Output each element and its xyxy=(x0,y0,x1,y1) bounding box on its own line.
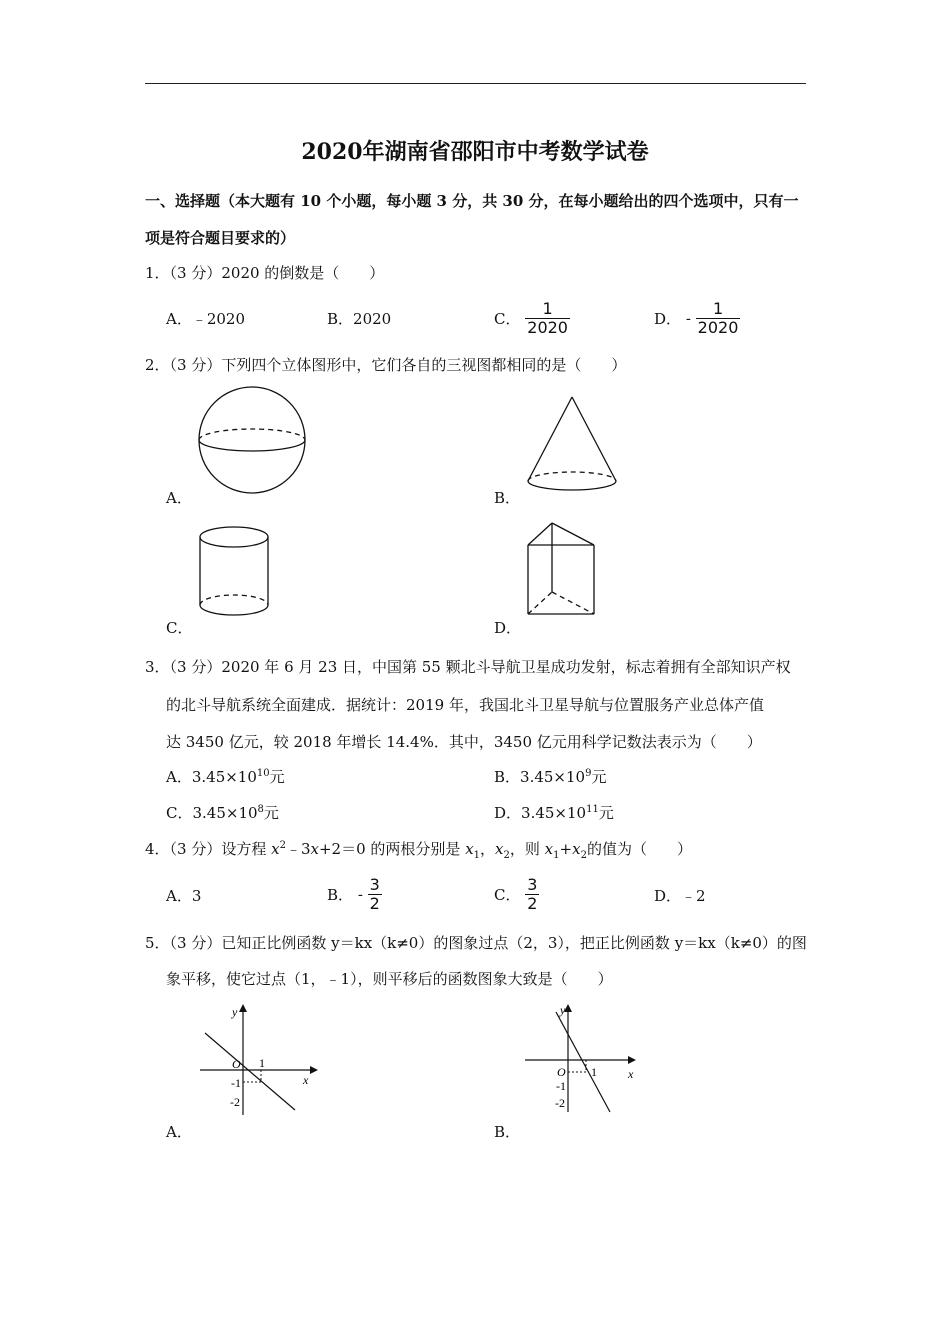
var: x xyxy=(572,840,581,858)
subscript: 2 xyxy=(580,850,587,861)
origin-label: O xyxy=(232,1057,241,1071)
denominator: 2020 xyxy=(697,318,739,337)
q1-option-a: A．﹣2020 xyxy=(166,310,246,328)
section-heading: 一、选择题（本大题有 10 个小题，每小题 3 分，共 30 分，在每小题给出的四个选项中，只有一 xyxy=(145,192,799,210)
q1-c-fraction xyxy=(525,300,570,337)
numerator: 1 xyxy=(542,299,553,318)
prism-figure xyxy=(526,520,601,620)
stem-text: ， xyxy=(480,840,496,858)
y-axis-label: y xyxy=(232,1005,238,1019)
stem-text: +2＝0 的两根分别是 xyxy=(318,840,466,858)
q5-option-a: A． xyxy=(166,1123,192,1141)
q2-option-c: C． xyxy=(166,619,193,637)
q2-option-a: A． xyxy=(166,489,192,507)
q1-option-b: B．2020 xyxy=(327,310,392,328)
q4-stem xyxy=(145,838,692,861)
x-axis-label: x xyxy=(303,1073,309,1087)
exponent: 11 xyxy=(586,804,599,815)
q3-line1: 3．（3 分）2020 年 6 月 23 日，中国第 55 颗北斗导航卫星成功发射，标志着拥有全部知识产权 xyxy=(145,658,791,676)
unit: 元 xyxy=(598,804,614,822)
var: x xyxy=(310,840,319,858)
stem-text: 4．（3 分）设方程 xyxy=(145,840,272,858)
sphere-figure xyxy=(195,385,310,495)
option-text: A．3.45×10 xyxy=(166,768,257,786)
numerator: 3 xyxy=(527,875,538,894)
var: x xyxy=(495,840,504,858)
graph-a xyxy=(195,1000,325,1120)
tick-neg1: -1 xyxy=(231,1076,241,1090)
section-heading-cont: 项是符合题目要求的） xyxy=(145,229,296,247)
stem-text: + xyxy=(559,840,573,858)
numerator: 3 xyxy=(369,875,380,894)
q3-line3: 达 3450 亿元，较 2018 年增长 14.4%．其中，3450 亿元用科学记数法表示为（ ） xyxy=(166,733,762,751)
q3-option-a xyxy=(166,766,285,787)
tick-neg1: -1 xyxy=(556,1079,566,1093)
q2-option-d: D． xyxy=(494,619,522,637)
q4-option-b xyxy=(327,876,382,913)
q1-c-label: C． xyxy=(494,310,521,328)
denominator: 2 xyxy=(527,894,538,913)
unit: 元 xyxy=(269,768,285,786)
page-title: 2020年湖南省邵阳市中考数学试卷 xyxy=(301,139,649,165)
q4-b-label: B． xyxy=(327,886,354,904)
tick-1: 1 xyxy=(259,1056,265,1070)
tick-1: 1 xyxy=(591,1065,597,1079)
q1-option-c xyxy=(494,300,570,337)
option-text: D．3.45×10 xyxy=(494,804,587,822)
var: x xyxy=(544,840,554,858)
exponent: 10 xyxy=(256,768,270,779)
q5-line2: 象平移，使它过点（1，﹣1），则平移后的函数图象大致是（ ） xyxy=(166,970,613,988)
subscript: 2 xyxy=(503,850,510,861)
var: x xyxy=(271,840,280,858)
q3-option-d xyxy=(494,802,614,823)
q1-d-label: D． xyxy=(654,310,682,328)
stem-text: ，则 xyxy=(509,840,545,858)
q3-option-b xyxy=(494,766,606,787)
stem-text: ﹣3 xyxy=(285,840,311,858)
subscript: 1 xyxy=(473,850,481,861)
tick-neg2: -2 xyxy=(230,1095,240,1109)
y-axis-label: y xyxy=(560,1003,566,1017)
q1-stem: 1．（3 分）2020 的倒数是（ ） xyxy=(145,264,385,282)
q5-option-b: B． xyxy=(494,1123,521,1141)
q5-line1: 5．（3 分）已知正比例函数 y＝kx（k≠0）的图象过点（2，3），把正比例函数 y＝kx（k≠0）的图 xyxy=(145,934,807,952)
q4-b-sign: - xyxy=(357,885,363,904)
q1-d-sign: - xyxy=(685,309,691,328)
q3-option-c xyxy=(166,802,279,823)
origin-label: O xyxy=(557,1065,566,1079)
x-axis-label: x xyxy=(628,1067,634,1081)
tick-neg2: -2 xyxy=(555,1096,565,1110)
q4-option-d: D．﹣2 xyxy=(654,887,706,905)
exponent: 9 xyxy=(585,768,592,779)
q4-option-c xyxy=(494,876,539,913)
q2-option-b: B． xyxy=(494,489,521,507)
numerator: 1 xyxy=(712,299,724,318)
denominator: 2020 xyxy=(527,318,568,337)
q3-line2: 的北斗导航系统全面建成．据统计：2019 年，我国北斗卫星导航与位置服务产业总体产值 xyxy=(166,696,764,714)
exponent: 2 xyxy=(279,840,286,851)
unit: 元 xyxy=(591,768,607,786)
cylinder-figure xyxy=(198,525,273,620)
option-text: B．3.45×10 xyxy=(494,768,586,786)
q4-c-label: C． xyxy=(494,886,521,904)
denominator: 2 xyxy=(369,894,380,913)
q4-b-fraction xyxy=(368,876,382,913)
cone-figure xyxy=(525,395,620,495)
q4-c-fraction xyxy=(525,876,539,913)
q2-stem: 2．（3 分）下列四个立体图形中，它们各自的三视图都相同的是（ ） xyxy=(145,356,627,374)
unit: 元 xyxy=(263,804,279,822)
subscript: 1 xyxy=(553,850,560,861)
exponent: 8 xyxy=(257,804,264,815)
option-text: C．3.45×10 xyxy=(166,804,258,822)
var: x xyxy=(465,840,474,858)
top-rule xyxy=(145,83,806,84)
stem-text: 的值为（ ） xyxy=(586,840,692,858)
q1-option-d xyxy=(654,300,740,337)
q1-d-fraction xyxy=(696,300,741,337)
q4-option-a: A．3 xyxy=(166,887,202,905)
graph-b xyxy=(520,1000,650,1120)
